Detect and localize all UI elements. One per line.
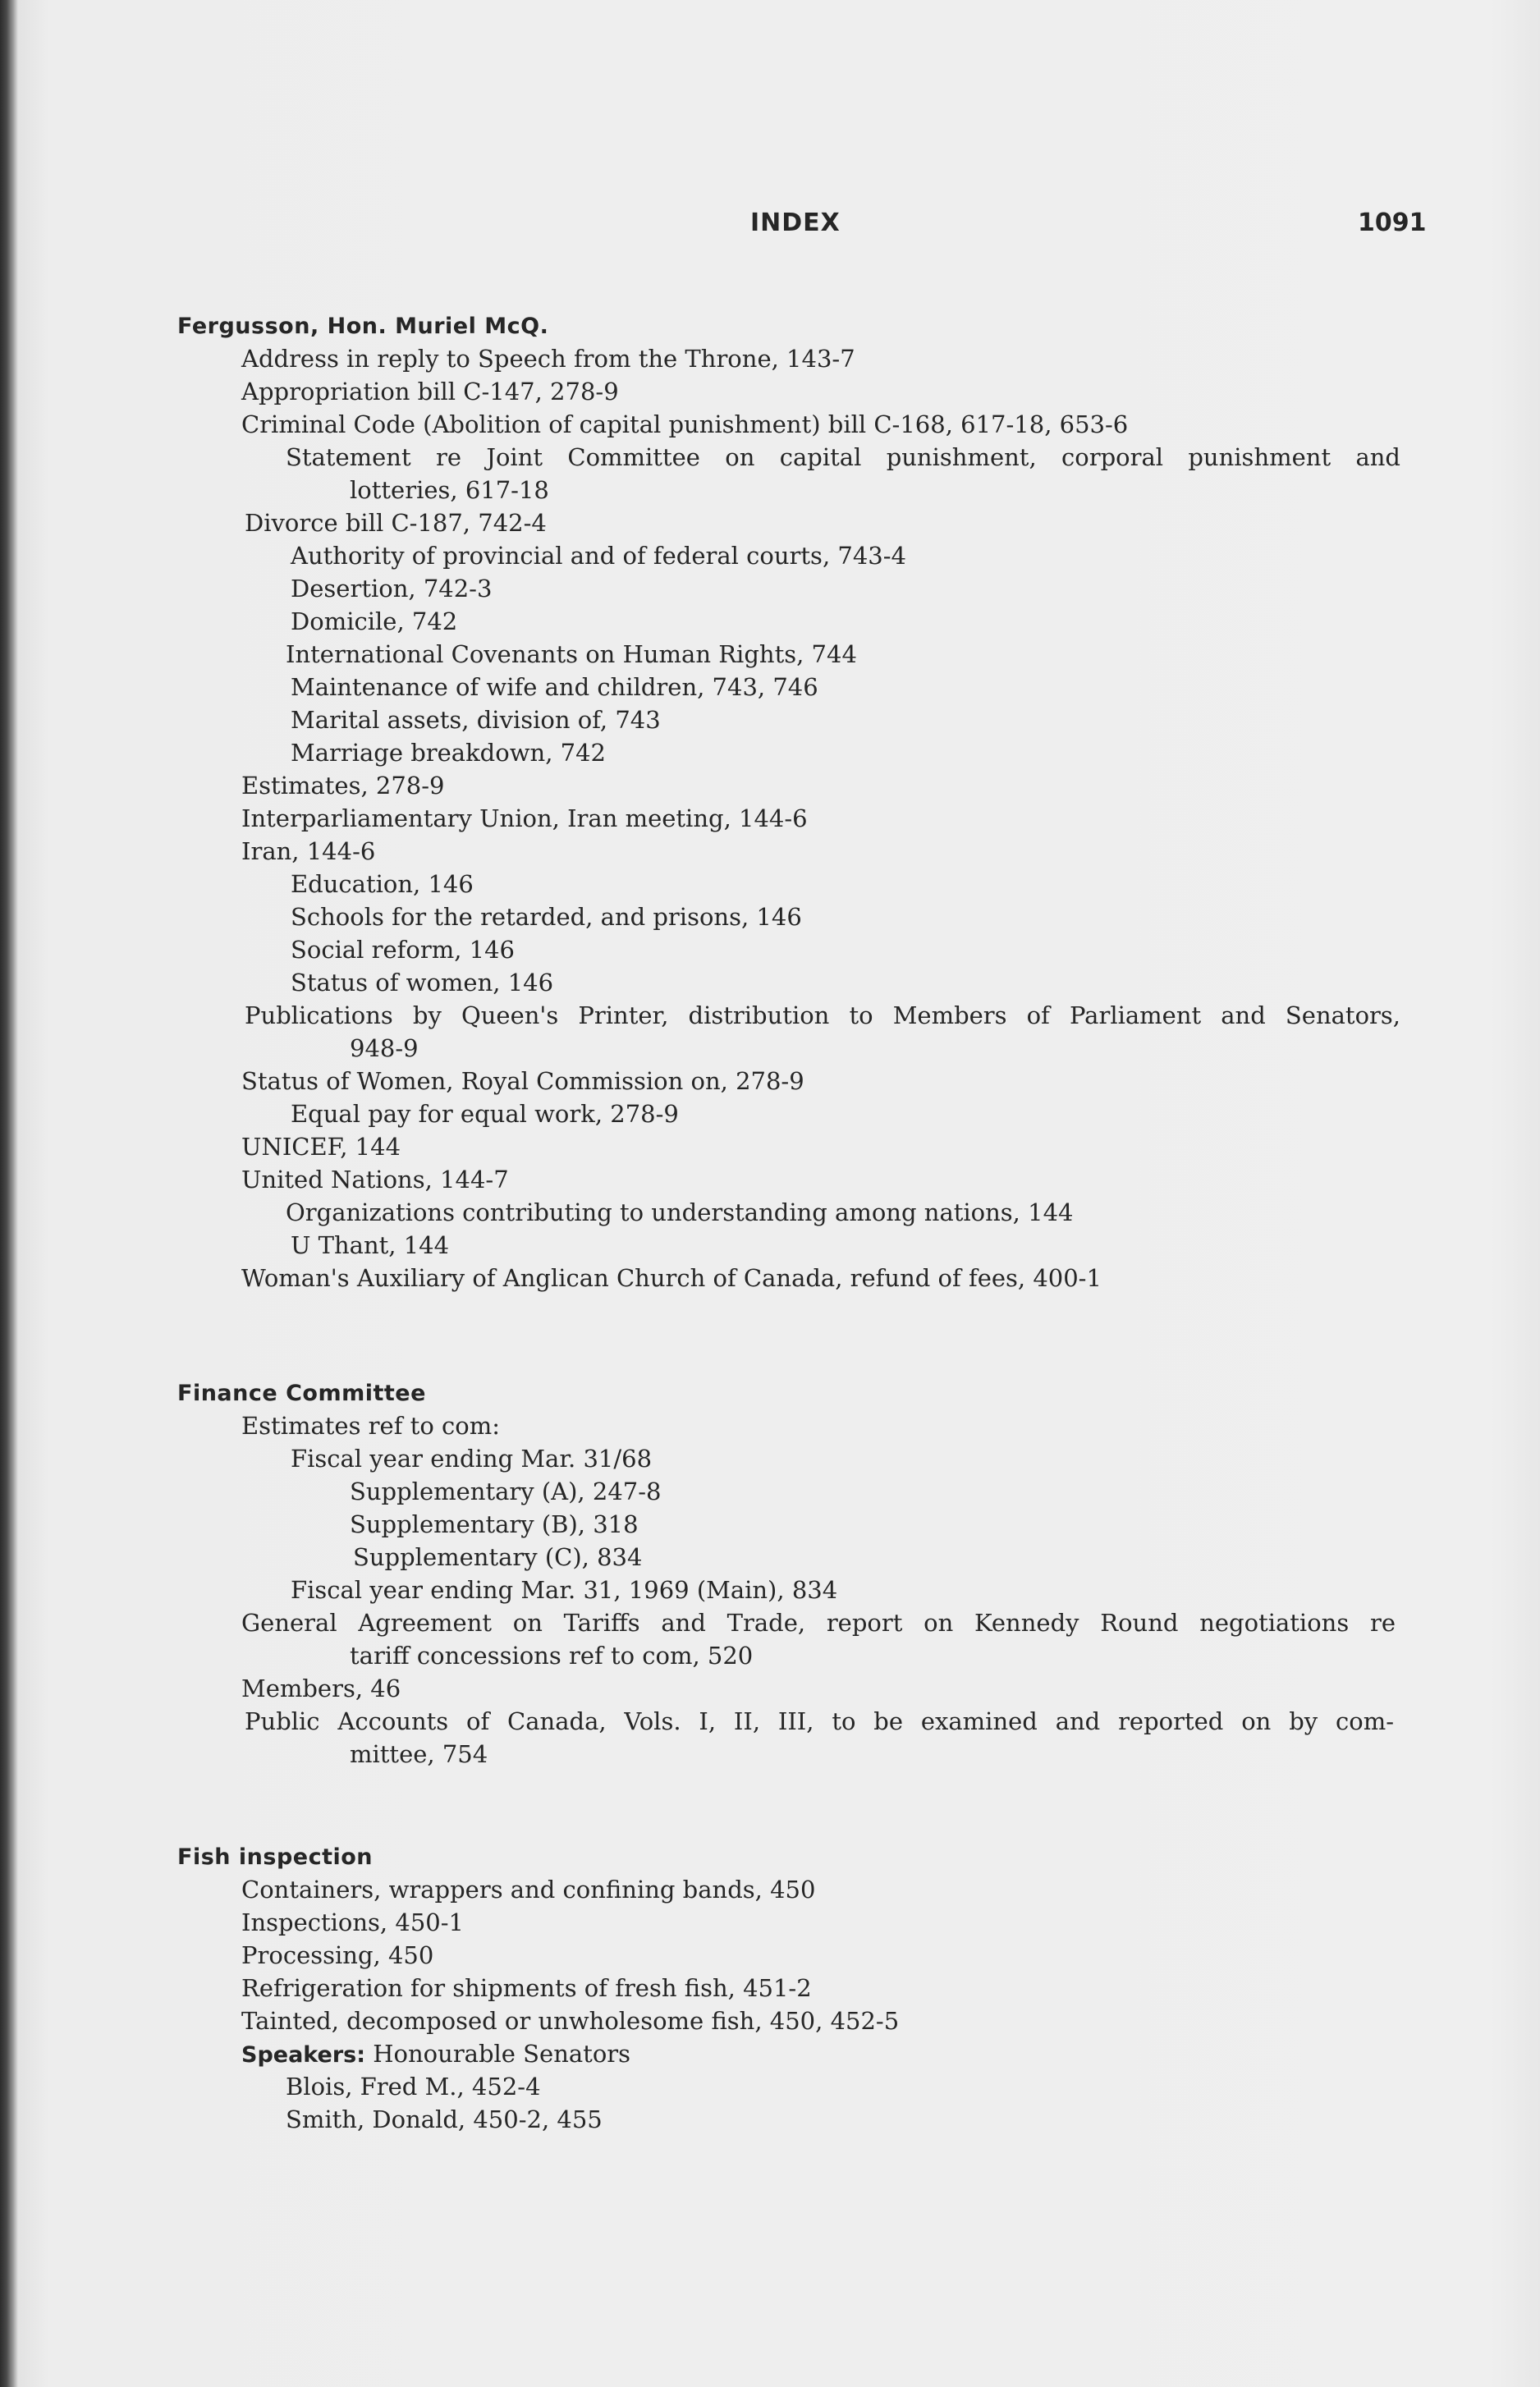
- subentry: Maintenance of wife and children, 743, 746: [291, 673, 818, 701]
- subentry: Estimates, 278-9: [241, 772, 445, 799]
- subentry: Interparliamentary Union, Iran meeting, 144-6: [241, 804, 808, 832]
- running-title: INDEX: [750, 208, 841, 237]
- subentry: Members, 46: [241, 1675, 401, 1702]
- running-head: [0, 208, 1540, 250]
- subentry: Fiscal year ending Mar. 31, 1969 (Main), 834: [291, 1576, 838, 1604]
- speaker-entry: Smith, Donald, 450-2, 455: [286, 2105, 603, 2133]
- subentry: Inspections, 450-1: [241, 1908, 464, 1936]
- subentry: Equal pay for equal work, 278-9: [291, 1100, 679, 1128]
- subentry: Organizations contributing to understanding among nations, 144: [286, 1198, 1074, 1226]
- subentry: Refrigeration for shipments of fresh fish, 451-2: [241, 1974, 812, 2002]
- subentry: General Agreement on Tariffs and Trade, report on Kennedy Round negotiations re: [241, 1609, 1396, 1637]
- subentry: Public Accounts of Canada, Vols. I, II, III, to be examined and reported on by com-: [245, 1707, 1394, 1735]
- subentry: United Nations, 144-7: [241, 1166, 509, 1194]
- entry-heading-fergusson: Fergusson, Hon. Muriel McQ.: [177, 314, 549, 339]
- subentry: Social reform, 146: [291, 936, 515, 964]
- subentry: Supplementary (B), 318: [350, 1510, 639, 1538]
- speakers-line: [241, 2039, 630, 2070]
- subentry: Processing, 450: [241, 1941, 434, 1969]
- page-edge-shadow: [0, 0, 18, 2387]
- subentry: Tainted, decomposed or unwholesome fish, 450, 452-5: [241, 2007, 900, 2035]
- subentry: Woman's Auxiliary of Anglican Church of Canada, refund of fees, 400-1: [241, 1264, 1102, 1292]
- subentry: Marital assets, division of, 743: [291, 706, 661, 734]
- speaker-entry: Blois, Fred M., 452-4: [286, 2073, 541, 2101]
- subentry: Containers, wrappers and confining bands, 450: [241, 1876, 816, 1904]
- entry-heading-finance-committee: Finance Committee: [177, 1381, 426, 1406]
- subentry: Status of Women, Royal Commission on, 278-9: [241, 1067, 804, 1095]
- speakers-text: Honourable Senators: [365, 2040, 631, 2068]
- subentry-continuation: tariff concessions ref to com, 520: [350, 1642, 754, 1670]
- subentry: Publications by Queen's Printer, distribution to Members of Parliament and Senators,: [245, 1001, 1400, 1029]
- subentry: International Covenants on Human Rights, 744: [286, 640, 857, 668]
- subentry: U Thant, 144: [291, 1231, 450, 1259]
- subentry: Iran, 144-6: [241, 837, 376, 865]
- subentry: Statement re Joint Committee on capital punishment, corporal punishment and: [286, 443, 1400, 471]
- entry-heading-fish-inspection: Fish inspection: [177, 1844, 374, 1870]
- subentry: Divorce bill C-187, 742-4: [245, 509, 547, 537]
- subentry: Marriage breakdown, 742: [291, 739, 606, 767]
- subentry: Education, 146: [291, 870, 474, 898]
- subentry-continuation: mittee, 754: [350, 1740, 488, 1768]
- subentry: Authority of provincial and of federal courts, 743-4: [291, 542, 906, 570]
- subentry: Schools for the retarded, and prisons, 146: [291, 903, 802, 931]
- subentry: Address in reply to Speech from the Throne, 143-7: [241, 345, 855, 373]
- subentry-continuation: lotteries, 617-18: [350, 476, 549, 504]
- speakers-label: Speakers:: [241, 2042, 366, 2068]
- subentry: Criminal Code (Abolition of capital punishment) bill C-168, 617-18, 653-6: [241, 410, 1129, 438]
- subentry: Fiscal year ending Mar. 31/68: [291, 1445, 653, 1473]
- subentry: Desertion, 742-3: [291, 575, 493, 602]
- subentry: Estimates ref to com:: [241, 1412, 500, 1440]
- subentry: Status of women, 146: [291, 969, 554, 996]
- subentry: Appropriation bill C-147, 278-9: [241, 378, 619, 405]
- subentry: UNICEF, 144: [241, 1133, 401, 1161]
- subentry-continuation: 948-9: [350, 1034, 419, 1062]
- subentry: Supplementary (A), 247-8: [350, 1478, 662, 1505]
- subentry: Domicile, 742: [291, 607, 458, 635]
- subentry: Supplementary (C), 834: [353, 1543, 643, 1571]
- page-number: 1091: [1358, 208, 1427, 237]
